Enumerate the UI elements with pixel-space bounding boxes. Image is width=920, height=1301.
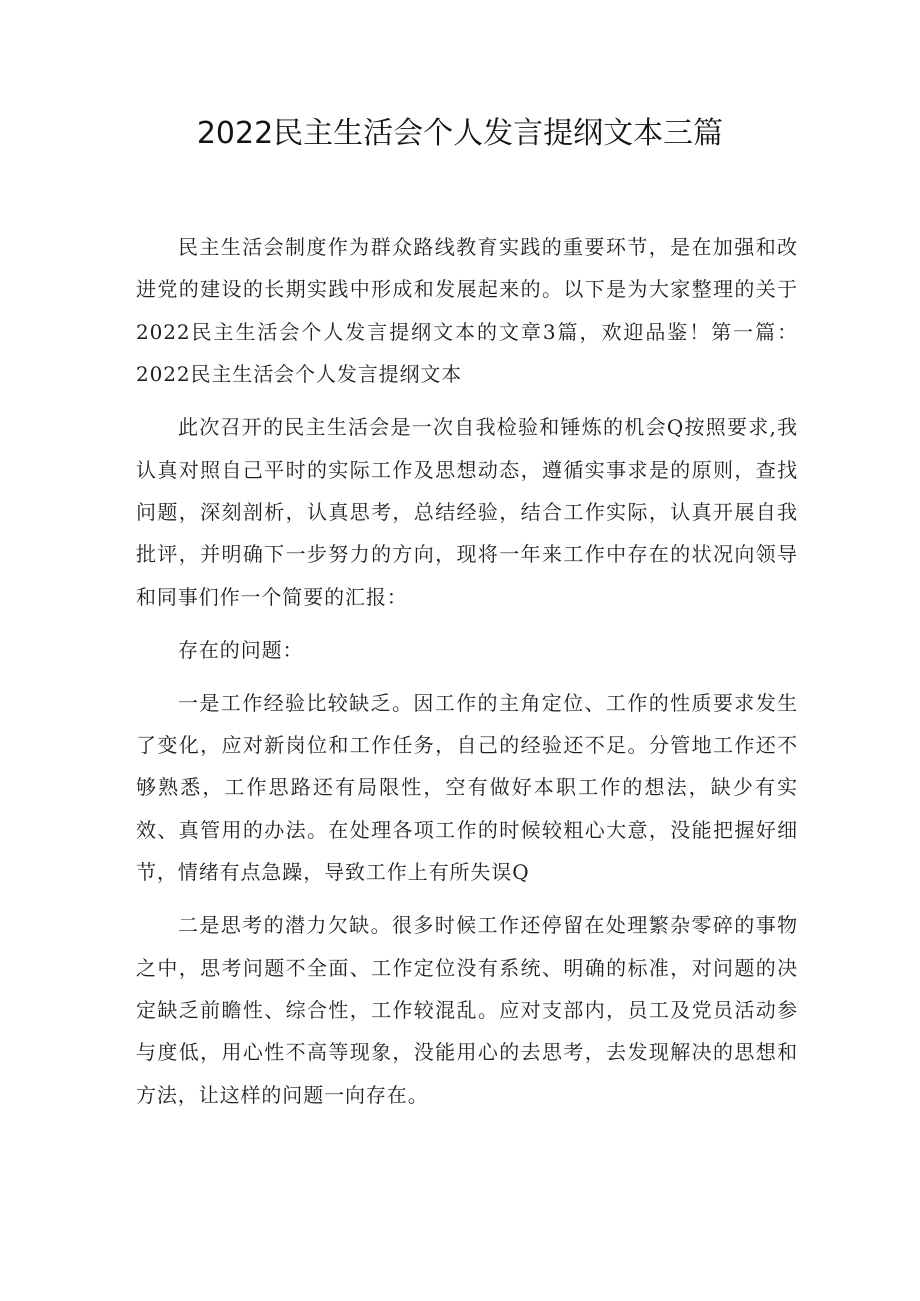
document-title: 2022民主生活会个人发言提纲文本三篇 xyxy=(196,116,724,151)
problem-two-paragraph: 二是思考的潜力欠缺。很多时候工作还停留在处理繁杂零碎的事物之中，思考问题不全面、工作定位没有系统、明确的标准，对问题的决定缺乏前瞻性、综合性，工作较混乱。应对支部内，员工及党员活动参与度低，用心性不高等现象，没能用心的去思考，去发现解决的思想和方法，让这样的问题一向存在。 xyxy=(136,913,798,1107)
problem-one-paragraph: 一是工作经验比较缺乏。因工作的主角定位、工作的性质要求发生了变化，应对新岗位和工作任务，自己的经验还不足。分管地工作还不够熟悉，工作思路还有局限性，空有做好本职工作的想法，缺少有实效、真管用的办法。在处理各项工作的时候较粗心大意，没能把握好细节，情绪有点急躁，导致工作上有所失误Q xyxy=(136,690,798,885)
opening-paragraph: 此次召开的民主生活会是一次自我检验和锤炼的机会Q按照要求,我认真对照自己平时的实际工作及思想动态，遵循实事求是的原则，查找问题，深刻剖析，认真思考，总结经验，结合工作实际，认真开展自我批评，并明确下一步努力的方向，现将一年来工作中存在的状况向领导和同事们作一个简要的汇报： xyxy=(136,415,798,609)
intro-paragraph: 民主生活会制度作为群众路线教育实践的重要环节，是在加强和改进党的建设的长期实践中形成和发展起来的。以下是为大家整理的关于2022民主生活会个人发言提纲文本的文章3篇，欢迎品鉴！第一篇：2022民主生活会个人发言提纲文本 xyxy=(136,235,798,387)
document-body xyxy=(136,226,798,1127)
section-heading-problems: 存在的问题： xyxy=(178,637,304,662)
